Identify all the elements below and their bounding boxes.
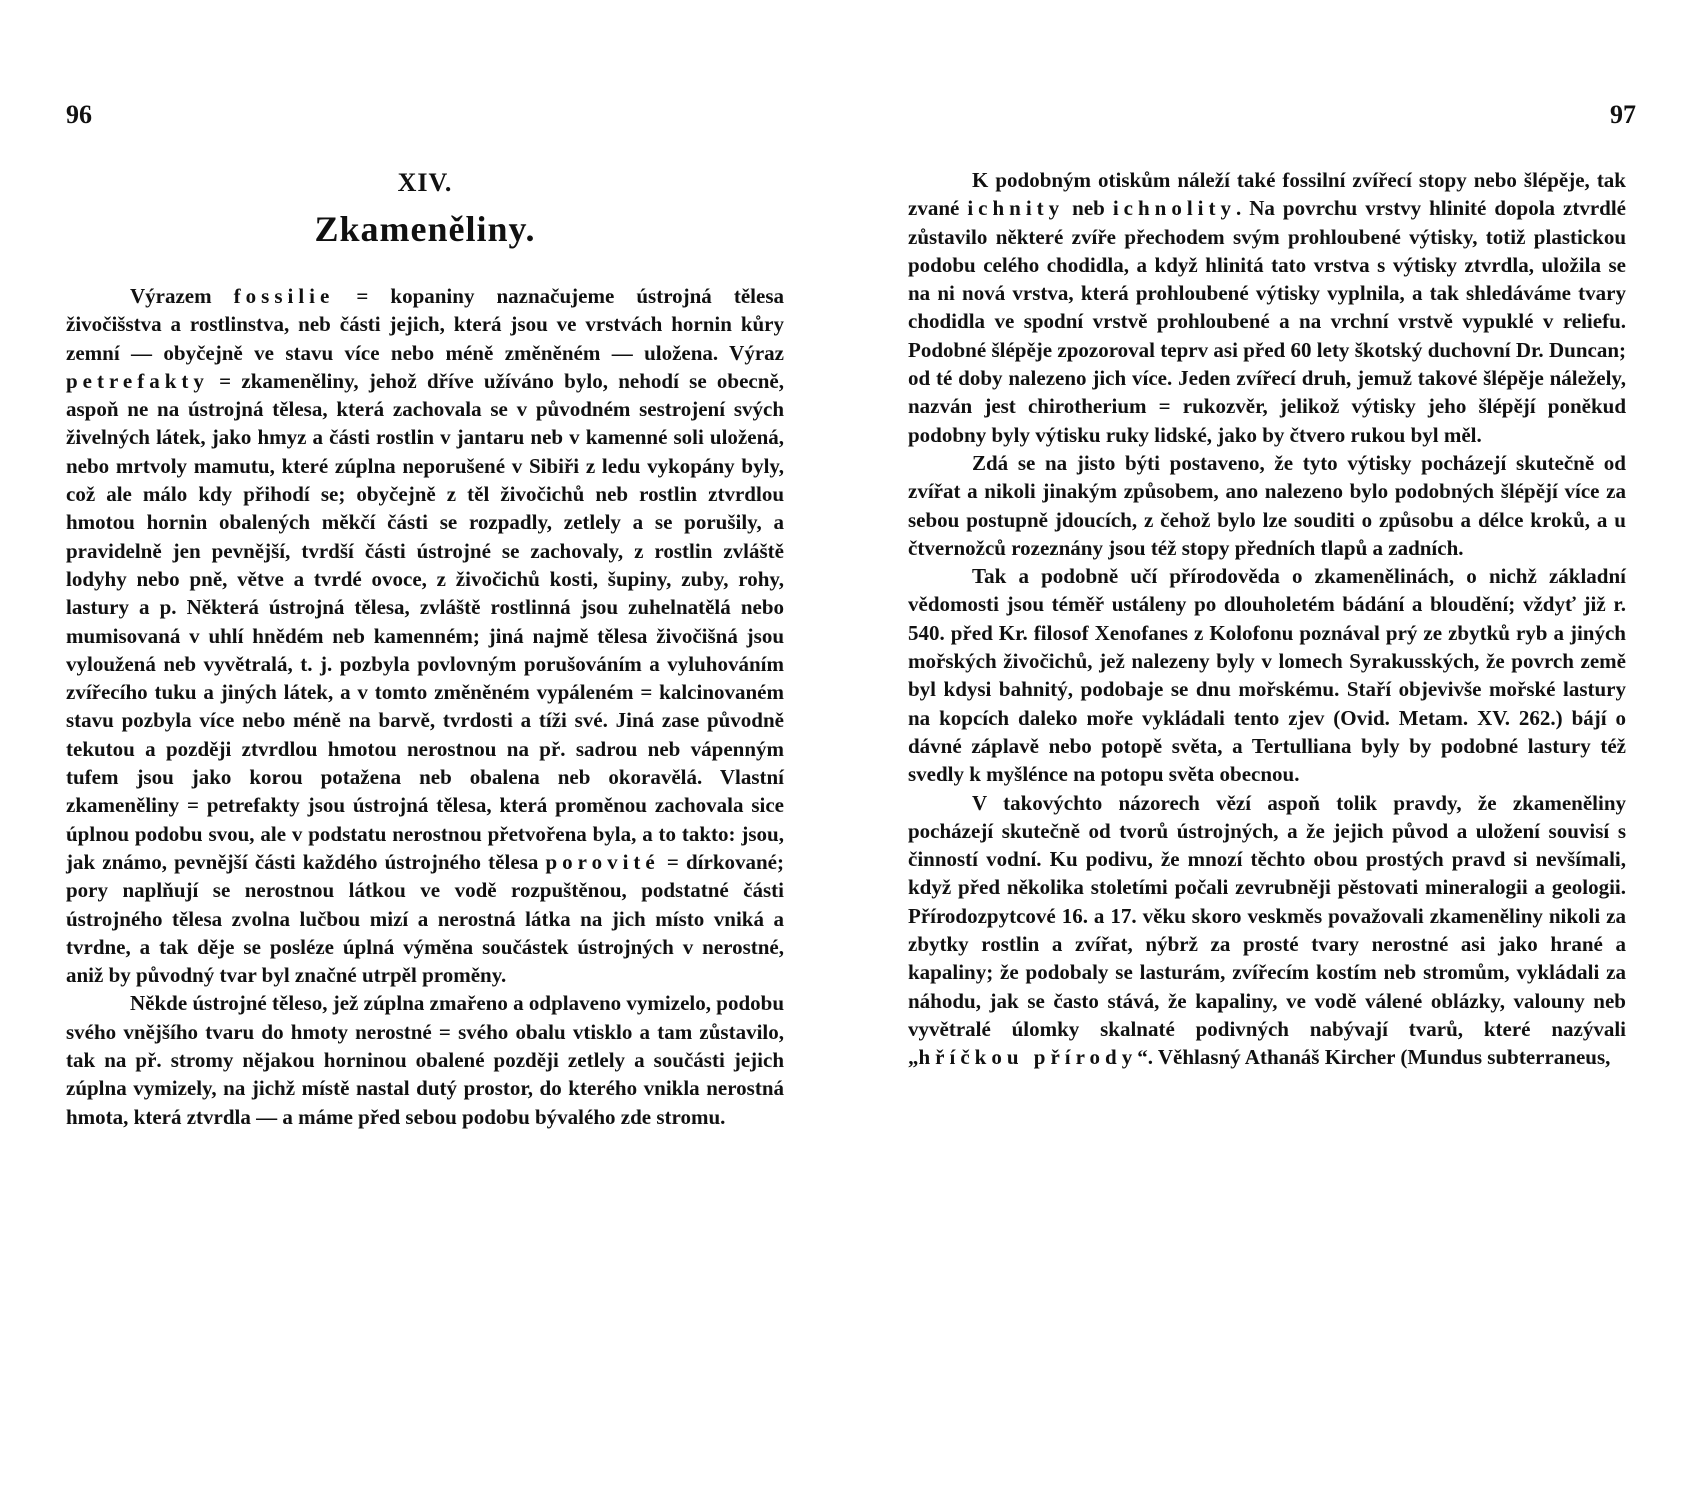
chapter-number: XIV.: [397, 168, 453, 197]
spaced-term: ichnolity: [1112, 196, 1237, 221]
paragraph: Tak a podobně učí přírodověda o zkamenělinách, o nichž základní vědomosti jsou téměř ustáleny po dlouholetém bádání a bloudění; vždyť již r. 540. před Kr. filosof Xenofanes z Kolofonu poznával prý ze zbytků ryb a jiných mořských živočichů, jež nalezeny byly v lomech Syrakusských, že povrch země byl kdysi bahnitý, podobaje se dnu mořskému. Staří objevivše mořské lastury na kopcích daleko moře vykládali tento zjev (Ovid. Metam. XV. 262.) bájí o dávné záplavě nebo potopě světa, a Tertulliana byly by podobné lastury též svedly k myšlénce na potopu světa obecnou.: [908, 564, 1626, 787]
paragraph: [908, 789, 1626, 1072]
paragraph: [66, 282, 784, 989]
text-run: = kopaniny naznačujeme ústrojná tělesa živočišstva a rostlinstva, neb části jejich, která jsou ve vrstvách hornin kůry zemní — obyčejně ve stavu více nebo méně změněném — uložena. Výraz: [66, 284, 784, 365]
page-number: 97: [1610, 100, 1636, 129]
spaced-term: petrefakty: [66, 368, 209, 393]
text-run: K podobným otiskům náleží také fossilní zvířecí stopy nebo šlépěje, tak zvané: [908, 168, 1626, 221]
text-column: [66, 282, 784, 1131]
page-number: 96: [66, 100, 92, 129]
text-run: = zkameněliny, jehož dříve užíváno bylo, nehodí se obecně, aspoň ne na ústrojná tělesa, která zachovala se v původném sestrojení svých živelných látek, jako hmyz a části rostlin v jantaru neb v kamenné soli uložená, nebo mrtvoly mamutu, které zúplna neporušené v Sibiři z ledu vykopány byly, což ale málo kdy přihodí se; obyčejně z těl živočichů neb rostlin ztvrdlou hmotou hornin obalených měkčí části se rozpadly, zetlely a se porušily, a pravidelně jen pevnější, tvrdší části ústrojné se zachovaly, z rostlin zvláště lodyhy nebo pně, větve a tvrdé ovoce, z živočichů kosti, šupiny, zuby, rohy, lastury a p. Některá ústrojná tělesa, zvláště rostlinná jsou zuhelnatělá nebo mumisovaná v uhlí hnědém neb kamenném; jiná najmě tělesa živočišná jsou vyloužená neb vyvětralá, t. j. pozbyla povlovným porušováním a vyluhováním zvířecího tuku a jiných látek, a v tomto změněném vypáleném = kalcinovaném stavu pozbyla více nebo méně na barvě, tvrdosti a tíži své. Jiná zase původně tekutou a později ztvrdlou hmotou nerostnou na př. sadrou neb vápenným tufem jsou jako korou potažena neb obalena neb okoravělá. Vlastní zkameněliny = petrefakty jsou ústrojná tělesa, která proměnou zachovala sice úplnou podobu svou, ale v podstatu nerostnou přetvořena byla, a to takto: jsou, jak známo, pevnější části každého ústrojného tělesa: [66, 368, 784, 874]
spaced-term: porovité: [545, 849, 660, 874]
right-page: [842, 0, 1684, 1500]
text-run: “. Věhlasný Athanáš Kircher (Mundus subterraneus,: [1137, 1045, 1611, 1070]
text-run: . Na povrchu vrstvy hlinité dopola ztvrdlé zůstavilo některé zvíře přechodem svým prohloubené výtisky, totiž plastickou podobu celého chodidla, a když hlinitá tato vrstva s výtisky ztvrdla, uložila se na ni nová vrstva, která prohloubené výtisky vyplnila, a tak shledáváme tvary chodidla ve spodní vrstvě prohloubené a na vrchní vrstvě vypuklé v reliefu. Podobné šlépěje zpozoroval teprv asi před 60 lety škotský duchovní Dr. Duncan; od té doby nalezeno jich více. Jeden zvířecí druh, jemuž takové šlépěje náležely, nazván jest chirotherium = rukozvěr, jelikož výtisky jeho šlépějí poněkud podobny byly výtisku ruky lidské, jako by čtvero rukou byl měl.: [908, 196, 1626, 447]
spaced-term: fossilie: [233, 284, 335, 308]
text-run: Výrazem: [130, 284, 234, 308]
text-run: neb: [1064, 196, 1113, 221]
text-column: [908, 166, 1626, 1072]
text-run: V takovýchto názorech vězí aspoň tolik pravdy, že zkameněliny pocházejí skutečně od tvorů ústrojných, a že jejich původ a uložení souvisí s činností vodní. Ku podivu, že mnozí těchto obou prostých pravd si nevšímali, když před několika stoletími počali zevrubněji pěstovati mineralogii a geologii. Přírodozpytcové 16. a 17. věku skoro veskměs považovali zkameněliny nikoli za zbytky rostlin a zvířat, nýbrž za prosté tvary nerostné asi jako hrané a kapaliny; že podobaly se lasturám, zvířecím kostím neb stromům, vykládali za náhodu, jak se často stává, že kapaliny, ve vodě válené oblázky, valouny neb vyvětralé úlomky skalnaté podivných nabývají tvarů, které nazývali „: [908, 790, 1626, 1070]
paragraph: [908, 166, 1626, 449]
paragraph: Zdá se na jisto býti postaveno, že tyto výtisky pocházejí skutečně od zvířat a nikoli jinakým způsobem, ano nalezeno bylo podobných šlépějí více za sebou postupně jdoucích, z čehož bylo lze souditi o způsobu a délce kroků, a u čtvernožců rozeznány jsou též stopy předních tlapů a zadních.: [908, 450, 1626, 560]
spaced-term: hříčkou přírody: [918, 1045, 1138, 1070]
spaced-term: ichnity: [967, 196, 1065, 221]
chapter-title: Zkameněliny.: [314, 209, 536, 249]
text-run: = dírkované; pory naplňují se nerostnou látkou ve vodě rozpuštěnou, podstatné části ústrojného tělesa zvolna lučbou mizí a nerostná látka na jich místo vniká a tvrdne, a tak děje se posléze úplná výměna součástek ústrojných v nerostné, aniž by původný tvar byl značné utrpěl proměny.: [66, 849, 784, 988]
paragraph: Někde ústrojné těleso, jež zúplna zmařeno a odplaveno vymizelo, podobu svého vnějšího tvaru do hmoty nerostné = svého obalu vtisklo a tam zůstavilo, tak na př. stromy nějakou horninou obalené později zetlely a součásti jejich zúplna vymizely, na jichž místě nastal dutý prostor, do kterého vnikla nerostná hmota, která ztvrdla — a máme před sebou podobu bývalého zde stromu.: [66, 991, 784, 1129]
